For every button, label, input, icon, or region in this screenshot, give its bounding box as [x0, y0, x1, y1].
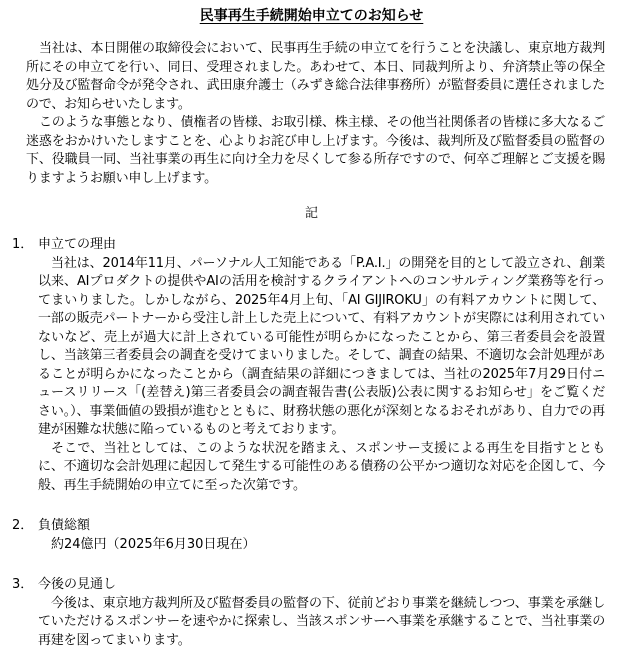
- section-title: 申立ての理由: [38, 236, 116, 255]
- page-title: 民事再生手続開始申立てのお知らせ: [12, 6, 611, 26]
- section-number: 2．: [12, 517, 38, 536]
- debt-amount: 約24億円（2025年6月30日現在）: [38, 536, 605, 555]
- intro-paragraph: このような事態となり、債権者の皆様、お取引様、株主様、その他当社関係者の皆様に多大なるご迷惑をおかけいたしますことを、心よりお詫び申し上げます。今後は、裁判所及び監督委員の監督の下、役職員一同、当社事業の再生に向け全力を尽くして参る所存ですので、何卒ご理解とご支援を賜りますようお願い申し上げます。: [26, 114, 605, 188]
- section-number: 3．: [12, 576, 38, 595]
- section-heading: [12, 576, 611, 595]
- section-paragraph: そこで、当社としては、このような状況を踏まえ、スポンサー支援による再生を目指すとともに、不適切な会計処理に起因して発生する可能性のある債務の公平かつ適切な対応を企図して、今般、再生手続開始の申立てに至った次第です。: [38, 440, 605, 496]
- section-body: [12, 255, 611, 496]
- section-paragraph: 今後は、東京地方裁判所及び監督委員の監督の下、従前どおり事業を継続しつつ、事業を承継していただけるスポンサーを速やかに探索し、当該スポンサーへ事業を承継することで、当社事業の再建を図ってまいります。: [38, 595, 605, 650]
- section-number: 1．: [12, 236, 38, 255]
- section-outlook: [12, 576, 611, 650]
- ki-marker: 記: [12, 204, 611, 224]
- section-reason: [12, 236, 611, 495]
- section-title: 今後の見通し: [38, 576, 116, 595]
- intro-paragraph: 当社は、本日開催の取締役会において、民事再生手続の申立てを行うことを決議し、東京地方裁判所にその申立てを行い、同日、受理されました。あわせて、本日、同裁判所より、弁済禁止等の保全処分及び監督命令が発令され、武田康弁護士（みずき総合法律事務所）が監督委員に選任されましたので、お知らせいたします。: [26, 40, 605, 114]
- section-paragraph: 当社は、2014年11月、パーソナル人工知能である「P.A.I.」の開発を目的として設立され、創業以来、AIプロダクトの提供やAIの活用を検討するクライアントへのコンサルティング業務等を行ってまいりました。しかしながら、2025年4月上旬、「AI GIJIROKU」の有料アカウントに関して、一部の販売パートナーから受注し計上した売上について、有料アカウントが実際には利用されていないなど、売上が過大に計上されている可能性が明らかになったことから、第三者委員会を設置し、当該第三者委員会の調査を受けてまいりました。そして、調査の結果、不適切な会計処理があることが明らかになったことから（調査結果の詳細につきましては、当社の2025年7月29日付ニュースリリース「(差替え)第三者委員会の調査報告書(公表版)公表に関するお知らせ」をご覧ください。）、事業価値の毀損が進むとともに、財務状態の悪化が深刻となるおそれがあり、自力での再建が困難な状態に陥っているものと考えております。: [38, 255, 605, 440]
- intro-section: [12, 40, 611, 188]
- section-heading: [12, 236, 611, 255]
- section-body: [12, 595, 611, 650]
- section-title: 負債総額: [38, 517, 90, 536]
- section-heading: [12, 517, 611, 536]
- section-debt: [12, 517, 611, 554]
- section-body: [12, 536, 611, 555]
